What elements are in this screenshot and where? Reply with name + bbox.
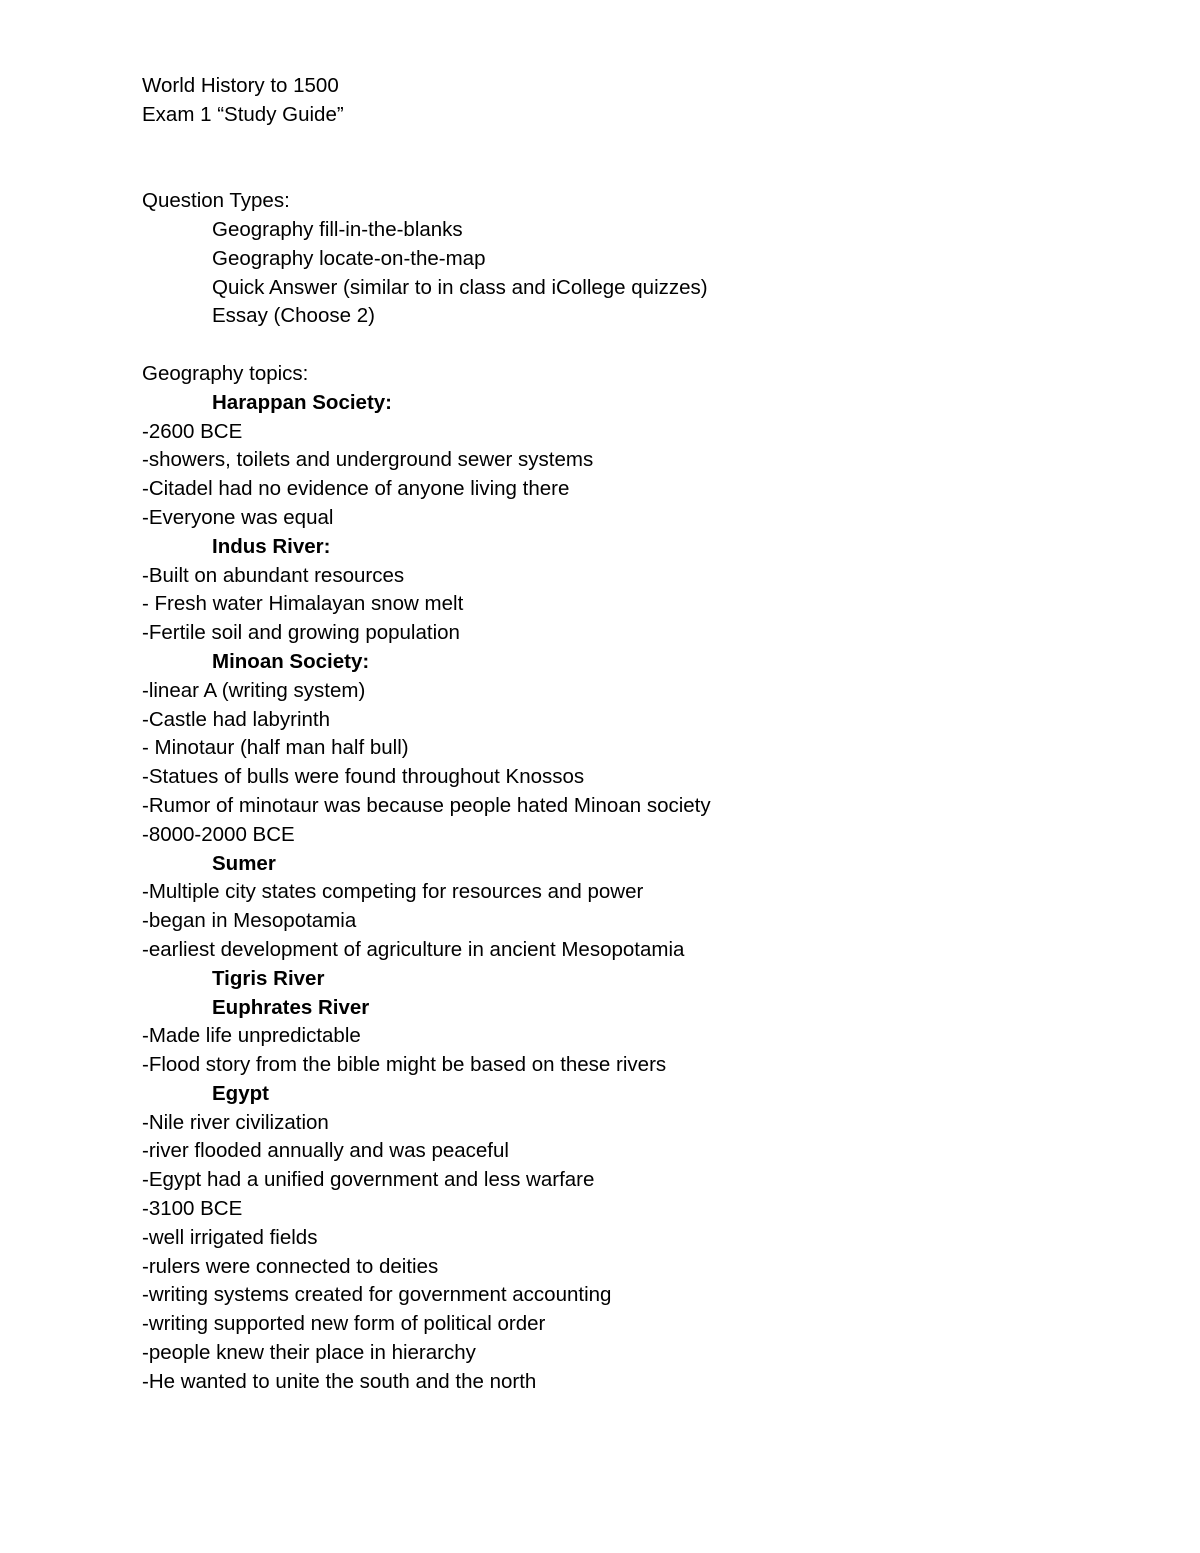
topic-note: -2600 BCE bbox=[142, 419, 243, 443]
topic-note: -rulers were connected to deities bbox=[142, 1254, 439, 1278]
topic-heading-egypt: Egypt bbox=[212, 1081, 269, 1105]
topic-note: -began in Mesopotamia bbox=[142, 909, 357, 933]
topic-note: -Flood story from the bible might be based on these rivers bbox=[142, 1053, 667, 1077]
course-title: World History to 1500 bbox=[142, 74, 339, 97]
topic-heading-harappan: Harappan Society: bbox=[212, 390, 392, 414]
question-types-heading: Question Types: bbox=[142, 189, 290, 213]
topic-heading-minoan: Minoan Society: bbox=[212, 649, 370, 673]
topic-note: -Made life unpredictable bbox=[142, 1024, 361, 1048]
question-type-item: Geography locate-on-the-map bbox=[212, 246, 486, 270]
study-guide-page bbox=[142, 72, 1142, 1397]
question-type-item: Geography fill-in-the-blanks bbox=[212, 217, 463, 241]
topic-note: -writing supported new form of political order bbox=[142, 1312, 546, 1336]
topic-note: -8000-2000 BCE bbox=[142, 822, 295, 846]
topic-note: -Fertile soil and growing population bbox=[142, 621, 460, 645]
topic-note: -Everyone was equal bbox=[142, 505, 334, 529]
topic-note: -Citadel had no evidence of anyone living there bbox=[142, 477, 570, 501]
document-title: Exam 1 “Study Guide” bbox=[142, 102, 344, 126]
topic-note: -writing systems created for government accounting bbox=[142, 1283, 612, 1307]
topic-heading-sumer: Sumer bbox=[212, 851, 276, 875]
question-type-item: Quick Answer (similar to in class and iCollege quizzes) bbox=[212, 275, 708, 299]
topic-note: -earliest development of agriculture in ancient Mesopotamia bbox=[142, 937, 685, 961]
topic-note: -Multiple city states competing for resources and power bbox=[142, 880, 644, 904]
topic-note: -3100 BCE bbox=[142, 1197, 243, 1221]
topic-note: -people knew their place in hierarchy bbox=[142, 1341, 476, 1365]
topic-heading-tigris: Tigris River bbox=[212, 966, 325, 990]
topic-note: -Nile river civilization bbox=[142, 1110, 329, 1134]
topic-note: - Minotaur (half man half bull) bbox=[142, 736, 409, 760]
topic-heading-euphrates: Euphrates River bbox=[212, 995, 370, 1019]
spacer bbox=[142, 130, 1142, 159]
geography-topics-heading: Geography topics: bbox=[142, 361, 309, 385]
topic-heading-indus: Indus River: bbox=[212, 534, 331, 558]
topic-note: -He wanted to unite the south and the north bbox=[142, 1369, 537, 1393]
topic-note: -linear A (writing system) bbox=[142, 678, 366, 702]
topic-note: -well irrigated fields bbox=[142, 1225, 318, 1249]
spacer bbox=[142, 331, 1142, 360]
topic-note: -Castle had labyrinth bbox=[142, 707, 331, 731]
question-type-item: Essay (Choose 2) bbox=[212, 304, 375, 328]
topic-note: -Built on abundant resources bbox=[142, 563, 405, 587]
topic-note: -river flooded annually and was peaceful bbox=[142, 1139, 509, 1163]
spacer bbox=[142, 158, 1142, 187]
topic-note: - Fresh water Himalayan snow melt bbox=[142, 592, 464, 616]
topic-note: -Egypt had a unified government and less warfare bbox=[142, 1168, 595, 1192]
topic-note: -Rumor of minotaur was because people hated Minoan society bbox=[142, 793, 711, 817]
topic-note: -showers, toilets and underground sewer systems bbox=[142, 448, 594, 472]
topic-note: -Statues of bulls were found throughout Knossos bbox=[142, 765, 585, 789]
